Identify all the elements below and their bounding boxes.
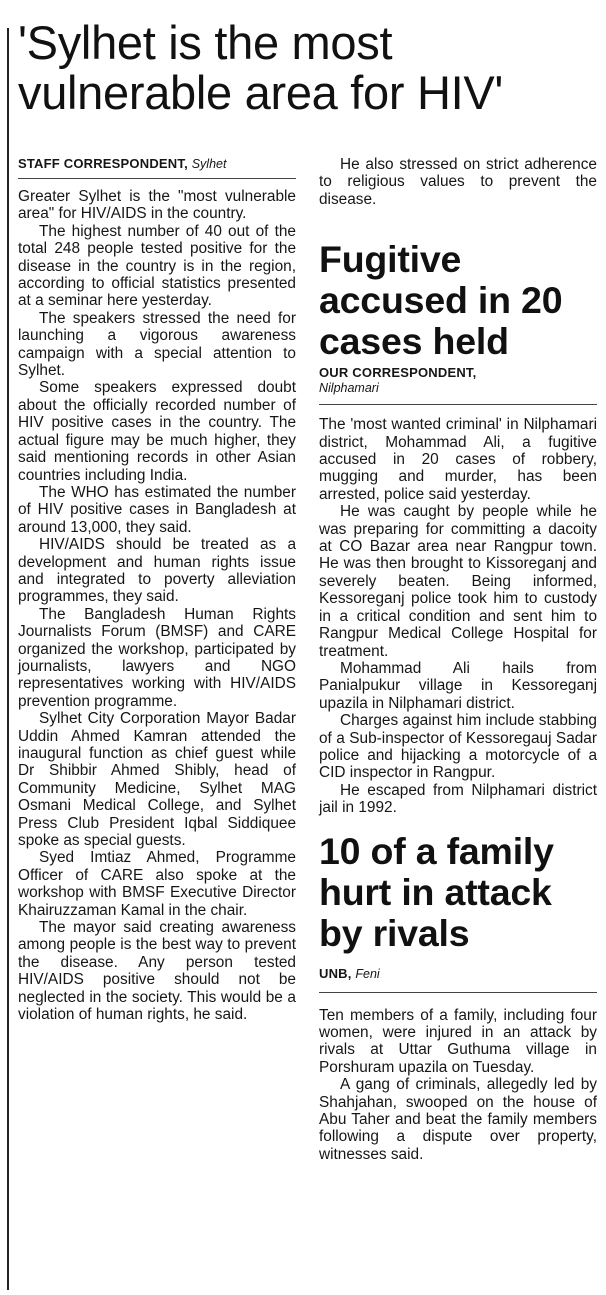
left-column [18,156,296,1024]
fugitive-divider [319,404,597,405]
fugitive-paragraph: The 'most wanted criminal' in Nilphamari district, Mohammad Ali, a fugitive accused in 20 cases of robbery, mugging and murder, has been arrested, police said yesterday. [319,416,597,503]
main-byline [18,156,296,172]
main-byline-name: STAFF CORRESPONDENT, [18,156,192,171]
family-byline-name: UNB, [319,965,356,981]
main-byline-place: Sylhet [191,157,227,171]
fugitive-paragraph: He was caught by people while he was preparing for committing a dacoity at CO Bazar area near Rangpur town. He was then brought to Kissoreganj and severely beaten. Being informed, Kessoreganj police took him to custody in a critical condition and sent him to Rangpur Medical College Hospital for treatment. [319,503,597,660]
family-byline-place: Feni [355,966,380,981]
byline-divider [18,178,296,179]
family-byline [319,966,597,982]
left-column-rule [7,28,9,1290]
main-headline: 'Sylhet is the most vulnerable area for HIV' [18,16,504,119]
fugitive-paragraph: Mohammad Ali hails from Panialpukur village in Kessoreganj upazila in Nilphamari district. [319,659,597,712]
main-paragraph: The highest number of 40 out of the total 248 people tested positive for the disease in the country is in the region, according to official statistics presented at a seminar here yesterday. [18,222,296,310]
main-paragraph: The WHO has estimated the number of HIV positive cases in Bangladesh at around 13,000, they said. [18,483,296,536]
right-column [319,156,597,1163]
fugitive-byline-place: Nilphamari [319,381,379,396]
main-continued-paragraph: He also stressed on strict adherence to religious values to prevent the disease. [319,156,597,208]
fugitive-paragraph: He escaped from Nilphamari district jail in 1992. [319,781,597,817]
main-paragraph: Sylhet City Corporation Mayor Badar Uddin Ahmed Kamran attended the inaugural function as chief guest while Dr Shibbir Ahmed Shibly, head of Community Medicine, Sylhet MAG Osmani Medical College, and Sylhet Press Club President Iqbal Siddiquee spoke as special guests. [18,710,296,850]
family-paragraph: Ten members of a family, including four women, were injured in an attack by rivals at Uttar Guthuma village in Porshuram upazila on Tuesday. [319,1006,597,1076]
main-paragraph: The speakers stressed the need for launching a vigorous awareness campaign with a special attention to Sylhet. [18,309,296,380]
fugitive-headline: Fugitive accused in 20 cases held [319,238,563,363]
main-paragraph: Syed Imtiaz Ahmed, Programme Officer of CARE also spoke at the workshop with BMSF Executive Director Khairuzzaman Kamal in the chair. [18,849,296,919]
main-paragraph: Some speakers expressed doubt about the officially recorded number of HIV positive cases in the country. The actual figure may be much higher, they said mentioning records in other Asian countries including India. [18,379,296,484]
fugitive-byline: OUR CORRESPONDENT, [319,365,477,381]
family-headline: 10 of a family hurt in attack by rivals [319,829,554,954]
family-divider [319,992,597,993]
fugitive-paragraph: Charges against him include stabbing of a Sub-inspector of Kessoregauj Sadar police and hijacking a motorcycle of a CID inspector in Rangpur. [319,712,597,782]
family-paragraph: A gang of criminals, allegedly led by Shahjahan, swooped on the house of Abu Taher and beat the family members following a dispute over property, witnesses said. [319,1076,597,1163]
main-paragraph: HIV/AIDS should be treated as a development and human rights issue and integrated to poverty alleviation programmes, they said. [18,536,296,606]
main-paragraph: The Bangladesh Human Rights Journalists Forum (BMSF) and CARE organized the workshop, participated by journalists, lawyers and NGO representatives working with HIV/AIDS prevention programme. [18,605,296,710]
main-paragraph: Greater Sylhet is the "most vulnerable area" for HIV/AIDS in the country. [18,188,296,223]
main-paragraph: The mayor said creating awareness among people is the best way to prevent the disease. Any person tested HIV/AIDS positive should not be neglected in the society. This would be a violation of human rights, he said. [18,919,296,1024]
